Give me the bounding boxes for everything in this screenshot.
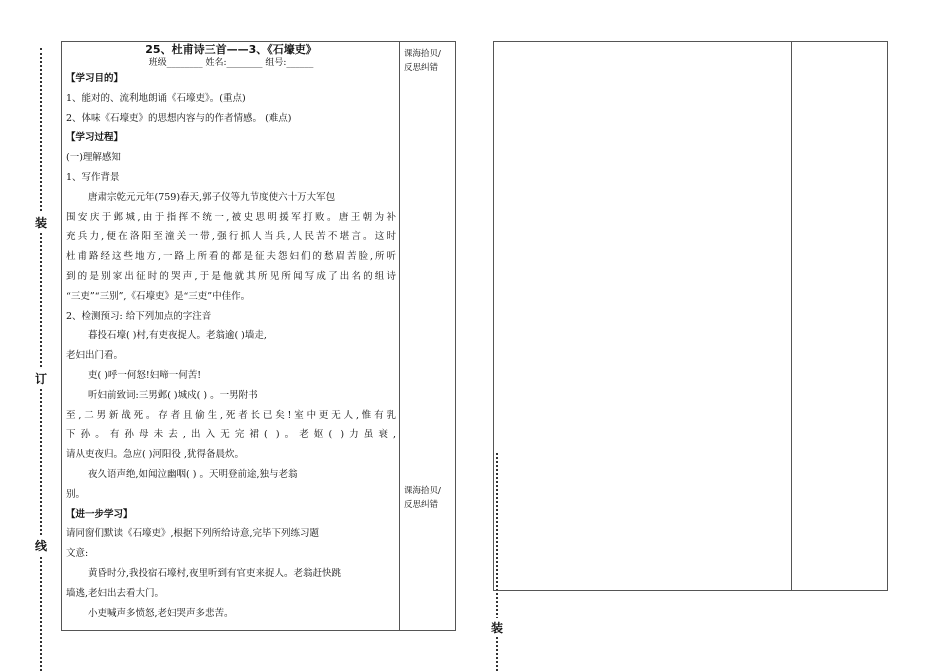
background-heading: 1、写作背景 bbox=[66, 171, 120, 183]
background-line: 围安庆于邺城,由于指挥不统一,被史思明援军打败。唐王朝为补 bbox=[66, 211, 396, 223]
further-line: 请同窗们默读《石壕吏》,根据下列所给诗意,完毕下列练习题 bbox=[66, 528, 320, 540]
poem-line: 别。 bbox=[66, 488, 86, 500]
goal-1: 1、能对的、流利地朗诵《石壕吏》。(重点) bbox=[66, 92, 246, 104]
right-page-frame bbox=[493, 41, 888, 591]
poem-line: 下孙。有孙母未去,出入无完裙( )。老妪( )力虽衰, bbox=[66, 429, 396, 441]
background-line: “三吏”“三别”,《石壕吏》是“三吏”中佳作。 bbox=[66, 290, 251, 302]
poem-line: 夜久语声绝,如闻泣幽咽( ) 。天明登前途,独与老翁 bbox=[88, 468, 298, 480]
right-column-divider bbox=[791, 42, 792, 590]
left-column-divider bbox=[399, 42, 400, 630]
binding-mark-xian-left: 线 bbox=[35, 536, 47, 555]
page-title: 25、杜甫诗三首——3、《石壕吏》 bbox=[145, 43, 317, 56]
binding-mark-zhuang-right: 装 bbox=[491, 618, 503, 637]
preview-heading: 2、检测预习: 给下列加点的字注音 bbox=[66, 310, 212, 322]
side-note-line: 反思纠错 bbox=[404, 500, 439, 510]
side-note-bottom bbox=[404, 484, 441, 512]
side-note-line: 课海拾贝/ bbox=[404, 49, 441, 59]
side-note-line: 反思纠错 bbox=[404, 63, 439, 73]
left-page-frame bbox=[61, 41, 456, 631]
poem-line: 至,二男新战死。存者且偷生,死者长已矣!室中更无人,惟有乳 bbox=[66, 409, 396, 421]
further-study-heading: 【进一步学习】 bbox=[66, 508, 133, 520]
poem-line: 听妇前致词:三男邺( )城戍( ) 。一男附书 bbox=[88, 389, 258, 401]
binding-mark-ding-left: 订 bbox=[35, 369, 47, 388]
side-note-top bbox=[404, 47, 441, 75]
process-heading: 【学习过程】 bbox=[66, 132, 124, 144]
further-line: 文意: bbox=[66, 548, 89, 560]
goal-2: 2、体味《石壕吏》的思想内容与的作者情感。 (难点) bbox=[66, 112, 292, 124]
background-line: 充兵力,便在洛阳至潼关一带,强行抓人当兵,人民苦不堪言。这时 bbox=[66, 231, 396, 243]
poem-line: 吏( )呼一何怒!妇啼一何苦! bbox=[88, 369, 202, 381]
poem-line: 请从吏夜归。急应( )河阳役 ,犹得备晨炊。 bbox=[66, 449, 244, 461]
binding-line-left bbox=[40, 48, 42, 671]
part-1-heading: (一)理解感知 bbox=[66, 152, 121, 164]
poem-line: 暮投石壕( )村,有吏夜捉人。老翁逾( )墙走, bbox=[88, 330, 267, 342]
further-line: 黄昏时分,我投宿石壕村,夜里听到有官吏来捉人。老翁赶快跳 bbox=[88, 567, 342, 579]
poem-line: 老妇出门看。 bbox=[66, 350, 124, 362]
background-line: 杜甫路经这些地方,一路上所看的都是征夫怨妇们的愁眉苦脸,所听 bbox=[66, 251, 396, 263]
binding-mark-zhuang-left: 装 bbox=[35, 213, 47, 232]
background-line: 唐肃宗乾元元年(759)春天,郭子仪等九节度使六十万大军包 bbox=[88, 191, 336, 203]
student-info-line: 班级________ 姓名:________ 组号:______ bbox=[148, 58, 314, 68]
goals-heading: 【学习目的】 bbox=[66, 73, 124, 84]
background-line: 到的是别家出征时的哭声,于是他就其所见所闻写成了出名的组诗 bbox=[66, 270, 396, 282]
side-note-line: 课海拾贝/ bbox=[404, 486, 441, 496]
further-line: 墙逃,老妇出去看大门。 bbox=[66, 587, 165, 599]
further-line: 小吏喊声多愤怒,老妇哭声多悲苦。 bbox=[88, 607, 234, 619]
lesson-content bbox=[66, 42, 396, 623]
